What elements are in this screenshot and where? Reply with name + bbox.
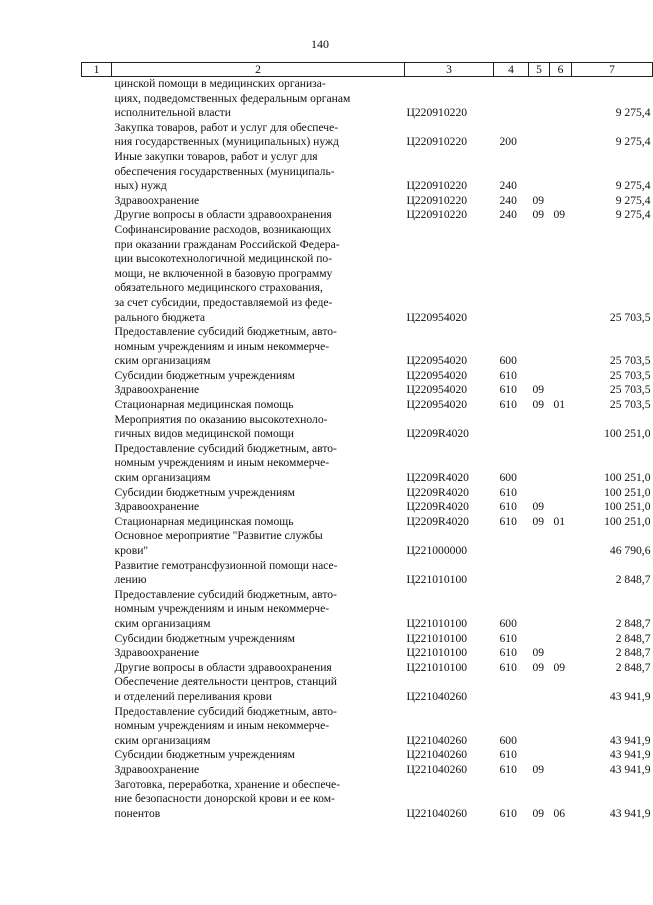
cell-subsection bbox=[550, 150, 572, 194]
cell-number bbox=[82, 77, 112, 121]
column-header-5: 5 bbox=[529, 63, 550, 77]
cell-number bbox=[82, 632, 112, 647]
table-row bbox=[82, 500, 653, 515]
cell-section bbox=[529, 588, 550, 632]
cell-subsection bbox=[550, 748, 572, 763]
cell-target-code: Ц221040260 bbox=[406, 762, 468, 776]
column-header-7: 7 bbox=[572, 63, 653, 77]
cell-target-code: Ц221040260 bbox=[406, 733, 468, 747]
cell-amount: 2 848,7 bbox=[615, 573, 651, 587]
cell-expense-type: 610 bbox=[499, 500, 517, 514]
column-header-4: 4 bbox=[494, 63, 529, 77]
cell-amount: 43 941,9 bbox=[609, 733, 651, 747]
table-row bbox=[82, 646, 653, 661]
table-row bbox=[82, 705, 653, 749]
cell-target-code: Ц221010100 bbox=[406, 616, 468, 630]
cell-amount: 2 848,7 bbox=[615, 660, 651, 674]
cell-subsection bbox=[550, 121, 572, 150]
table-row bbox=[82, 529, 653, 558]
cell-subsection: 06 bbox=[553, 806, 566, 820]
cell-item-name: Здравоохранение bbox=[114, 500, 200, 514]
cell-number bbox=[82, 515, 112, 530]
cell-target-code: Ц2209R4020 bbox=[406, 471, 469, 485]
cell-item-name: Здравоохранение bbox=[114, 646, 200, 660]
table-row bbox=[82, 194, 653, 209]
cell-section bbox=[529, 121, 550, 150]
cell-target-code: Ц220954020 bbox=[406, 310, 468, 324]
cell-section: 09 bbox=[532, 660, 545, 674]
cell-amount: 25 703,5 bbox=[609, 368, 651, 382]
cell-item-name: Предоставление субсидий бюджетным, авто- номным учреждениям и иным некоммерче- ским организациям bbox=[114, 325, 337, 368]
cell-expense-type: 610 bbox=[499, 646, 517, 660]
table-row bbox=[82, 325, 653, 369]
table-row bbox=[82, 383, 653, 398]
cell-item-name: Стационарная медицинская помощь bbox=[114, 514, 294, 528]
table-row bbox=[82, 398, 653, 413]
cell-expense-type: 600 bbox=[499, 354, 517, 368]
cell-section bbox=[529, 705, 550, 749]
cell-target-code: Ц220954020 bbox=[406, 368, 468, 382]
cell-target-code: Ц220954020 bbox=[406, 398, 468, 412]
table-row bbox=[82, 661, 653, 676]
cell-item-name: Субсидии бюджетным учреждениям bbox=[114, 748, 295, 762]
cell-expense-type: 610 bbox=[499, 514, 517, 528]
table-row bbox=[82, 515, 653, 530]
cell-section bbox=[529, 325, 550, 369]
cell-amount: 100 251,0 bbox=[604, 500, 651, 514]
cell-section: 09 bbox=[532, 762, 545, 776]
cell-subsection bbox=[550, 383, 572, 398]
cell-subsection bbox=[550, 413, 572, 442]
cell-number bbox=[82, 223, 112, 325]
cell-expense-type: 610 bbox=[499, 368, 517, 382]
cell-subsection: 09 bbox=[553, 660, 566, 674]
cell-amount: 100 251,0 bbox=[604, 485, 651, 499]
cell-expense-type bbox=[494, 559, 529, 588]
cell-section bbox=[529, 748, 550, 763]
cell-subsection bbox=[550, 705, 572, 749]
cell-section bbox=[529, 150, 550, 194]
table-row bbox=[82, 442, 653, 486]
cell-expense-type: 610 bbox=[499, 806, 517, 820]
table-row bbox=[82, 486, 653, 501]
cell-subsection bbox=[550, 194, 572, 209]
cell-amount: 2 848,7 bbox=[615, 616, 651, 630]
cell-item-name: Предоставление субсидий бюджетным, авто- номным учреждениям и иным некоммерче- ским организациям bbox=[114, 441, 337, 485]
cell-subsection bbox=[550, 325, 572, 369]
cell-subsection bbox=[550, 223, 572, 325]
cell-target-code: Ц2209R4020 bbox=[406, 500, 469, 514]
cell-number bbox=[82, 588, 112, 632]
cell-amount: 2 848,7 bbox=[615, 646, 651, 660]
table-row bbox=[82, 632, 653, 647]
cell-amount: 9 275,4 bbox=[615, 179, 651, 193]
cell-number bbox=[82, 500, 112, 515]
cell-section: 09 bbox=[532, 208, 545, 222]
cell-section bbox=[529, 77, 550, 121]
cell-target-code: Ц2209R4020 bbox=[406, 427, 469, 441]
cell-item-name: Иные закупки товаров, работ и услуг для обеспечения государственных (муниципаль- ных) нужд bbox=[114, 149, 335, 193]
cell-item-name: Субсидии бюджетным учреждениям bbox=[114, 485, 295, 499]
cell-number bbox=[82, 646, 112, 661]
cell-target-code: Ц220954020 bbox=[406, 354, 468, 368]
cell-amount: 25 703,5 bbox=[609, 310, 651, 324]
cell-expense-type: 610 bbox=[499, 660, 517, 674]
column-header-2: 2 bbox=[112, 63, 405, 77]
cell-number bbox=[82, 486, 112, 501]
cell-amount: 25 703,5 bbox=[609, 354, 651, 368]
table-row bbox=[82, 778, 653, 822]
cell-number bbox=[82, 763, 112, 778]
cell-number bbox=[82, 661, 112, 676]
cell-expense-type: 600 bbox=[499, 616, 517, 630]
cell-subsection bbox=[550, 675, 572, 704]
cell-number bbox=[82, 194, 112, 209]
cell-subsection bbox=[550, 369, 572, 384]
cell-number bbox=[82, 369, 112, 384]
cell-subsection bbox=[550, 632, 572, 647]
cell-number bbox=[82, 675, 112, 704]
cell-target-code: Ц220910220 bbox=[406, 135, 468, 149]
cell-number bbox=[82, 778, 112, 822]
table-row bbox=[82, 588, 653, 632]
cell-number bbox=[82, 559, 112, 588]
cell-target-code: Ц220954020 bbox=[406, 383, 468, 397]
cell-expense-type: 610 bbox=[499, 762, 517, 776]
cell-item-name: Предоставление субсидий бюджетным, авто- номным учреждениям и иным некоммерче- ским организациям bbox=[114, 587, 337, 630]
cell-amount: 9 275,4 bbox=[615, 135, 651, 149]
cell-expense-type: 240 bbox=[499, 208, 517, 222]
cell-amount: 100 251,0 bbox=[604, 514, 651, 528]
cell-subsection bbox=[550, 77, 572, 121]
cell-expense-type bbox=[494, 413, 529, 442]
table-row bbox=[82, 413, 653, 442]
cell-expense-type: 610 bbox=[499, 383, 517, 397]
cell-number bbox=[82, 529, 112, 558]
cell-subsection: 09 bbox=[553, 208, 566, 222]
cell-section: 09 bbox=[532, 646, 545, 660]
cell-target-code: Ц221000000 bbox=[406, 544, 468, 557]
table-row bbox=[82, 748, 653, 763]
cell-item-name: Здравоохранение bbox=[114, 193, 200, 207]
cell-expense-type: 600 bbox=[499, 471, 517, 485]
cell-section bbox=[529, 369, 550, 384]
column-number-header-row bbox=[82, 63, 653, 77]
cell-item-name: Здравоохранение bbox=[114, 762, 200, 776]
cell-amount: 25 703,5 bbox=[609, 398, 651, 412]
cell-number bbox=[82, 383, 112, 398]
cell-amount: 9 275,4 bbox=[615, 193, 651, 207]
cell-target-code: Ц221010100 bbox=[406, 646, 468, 660]
cell-amount: 43 941,9 bbox=[609, 689, 651, 703]
cell-section bbox=[529, 529, 550, 558]
cell-item-name: Развитие гемотрансфузионной помощи насе- лению bbox=[114, 558, 338, 587]
cell-subsection bbox=[550, 442, 572, 486]
cell-item-name: Основное мероприятие "Развитие службы крови" bbox=[114, 529, 323, 557]
cell-target-code: Ц220910220 bbox=[406, 193, 468, 207]
table-row bbox=[82, 223, 653, 325]
cell-section bbox=[529, 442, 550, 486]
cell-item-name: Софинансирование расходов, возникающих при оказании гражданам Российской Федера- ции высокотехнологичной медицинской по- мощи, не включенной в базовую программу обязательного медицинского страхования, за счет субсидии, предоставляемой из феде- рального бюджета bbox=[114, 222, 340, 324]
cell-item-name: Другие вопросы в области здравоохранения bbox=[114, 660, 332, 674]
cell-amount: 9 275,4 bbox=[615, 208, 651, 222]
cell-section: 09 bbox=[532, 806, 545, 820]
cell-target-code: Ц221040260 bbox=[406, 689, 468, 703]
column-header-6: 6 bbox=[550, 63, 572, 77]
cell-item-name: Стационарная медицинская помощь bbox=[114, 398, 294, 412]
cell-subsection bbox=[550, 559, 572, 588]
cell-subsection bbox=[550, 500, 572, 515]
cell-amount: 43 941,9 bbox=[609, 806, 651, 820]
cell-section: 09 bbox=[532, 398, 545, 412]
cell-subsection bbox=[550, 529, 572, 558]
cell-target-code: Ц221040260 bbox=[406, 806, 468, 820]
cell-section bbox=[529, 632, 550, 647]
page-number: 140 bbox=[311, 37, 329, 51]
cell-amount: 43 941,9 bbox=[609, 748, 651, 762]
cell-expense-type: 240 bbox=[499, 179, 517, 193]
cell-amount: 9 275,4 bbox=[615, 106, 651, 120]
cell-amount: 100 251,0 bbox=[604, 471, 651, 485]
cell-subsection: 01 bbox=[553, 514, 566, 528]
cell-section: 09 bbox=[532, 500, 545, 514]
cell-number bbox=[82, 208, 112, 223]
cell-number bbox=[82, 413, 112, 442]
table-row bbox=[82, 121, 653, 150]
cell-section: 09 bbox=[532, 383, 545, 397]
cell-item-name: Субсидии бюджетным учреждениям bbox=[114, 368, 295, 382]
table-row bbox=[82, 675, 653, 704]
cell-number bbox=[82, 325, 112, 369]
table-row bbox=[82, 763, 653, 778]
cell-section bbox=[529, 486, 550, 501]
cell-target-code: Ц221040260 bbox=[406, 748, 468, 762]
cell-expense-type: 610 bbox=[499, 485, 517, 499]
cell-amount: 25 703,5 bbox=[609, 383, 651, 397]
cell-number bbox=[82, 705, 112, 749]
cell-target-code: Ц2209R4020 bbox=[406, 485, 469, 499]
cell-section bbox=[529, 223, 550, 325]
cell-target-code: Ц220910220 bbox=[406, 208, 468, 222]
cell-section bbox=[529, 675, 550, 704]
cell-subsection bbox=[550, 588, 572, 632]
cell-expense-type bbox=[494, 223, 529, 325]
cell-amount: 2 848,7 bbox=[615, 631, 651, 645]
cell-number bbox=[82, 121, 112, 150]
cell-target-code: Ц221010100 bbox=[406, 631, 468, 645]
cell-number bbox=[82, 748, 112, 763]
cell-target-code: Ц221010100 bbox=[406, 573, 468, 587]
cell-item-name: Обеспечение деятельности центров, станций и отделений переливания крови bbox=[114, 675, 337, 703]
cell-target-code: Ц221010100 bbox=[406, 660, 468, 674]
cell-number bbox=[82, 150, 112, 194]
cell-amount: 43 941,9 bbox=[609, 762, 651, 776]
cell-subsection bbox=[550, 486, 572, 501]
cell-amount: 46 790,6 bbox=[609, 544, 651, 557]
cell-number bbox=[82, 442, 112, 486]
cell-item-name: Здравоохранение bbox=[114, 383, 200, 397]
cell-expense-type bbox=[494, 529, 529, 558]
cell-item-name: Другие вопросы в области здравоохранения bbox=[114, 208, 332, 222]
cell-item-name: Субсидии бюджетным учреждениям bbox=[114, 631, 295, 645]
cell-number bbox=[82, 398, 112, 413]
cell-subsection bbox=[550, 646, 572, 661]
column-header-3: 3 bbox=[405, 63, 494, 77]
table-row bbox=[82, 369, 653, 384]
cell-target-code: Ц220910220 bbox=[406, 179, 468, 193]
cell-expense-type: 240 bbox=[499, 193, 517, 207]
cell-section bbox=[529, 559, 550, 588]
cell-expense-type: 600 bbox=[499, 733, 517, 747]
cell-section bbox=[529, 413, 550, 442]
cell-expense-type: 610 bbox=[499, 398, 517, 412]
cell-item-name: Предоставление субсидий бюджетным, авто- номным учреждениям и иным некоммерче- ским организациям bbox=[114, 704, 337, 747]
cell-target-code: Ц2209R4020 bbox=[406, 514, 469, 528]
table-row bbox=[82, 150, 653, 194]
cell-target-code: Ц220910220 bbox=[406, 106, 468, 120]
cell-section: 09 bbox=[532, 514, 545, 528]
cell-item-name: Закупка товаров, работ и услуг для обеспече- ния государственных (муниципальных) нужд bbox=[114, 120, 339, 149]
cell-subsection: 01 bbox=[553, 398, 566, 412]
cell-expense-type bbox=[494, 675, 529, 704]
table-row bbox=[82, 559, 653, 588]
budget-table bbox=[81, 62, 653, 821]
cell-expense-type: 610 bbox=[499, 748, 517, 762]
cell-amount: 100 251,0 bbox=[604, 427, 651, 441]
cell-item-name: Заготовка, переработка, хранение и обеспече- ние безопасности донорской крови и ее ком- понентов bbox=[114, 777, 341, 820]
column-header-1: 1 bbox=[82, 63, 112, 77]
cell-subsection bbox=[550, 763, 572, 778]
table-row bbox=[82, 77, 653, 121]
cell-item-name: Мероприятия по оказанию высокотехноло- гичных видов медицинской помощи bbox=[114, 412, 328, 441]
table-row bbox=[82, 208, 653, 223]
cell-expense-type: 200 bbox=[499, 135, 517, 149]
cell-expense-type bbox=[494, 77, 529, 121]
cell-section: 09 bbox=[532, 193, 545, 207]
cell-item-name: цинской помощи в медицинских организа- циях, подведомственных федеральным органам исполнительной власти bbox=[114, 77, 351, 120]
cell-expense-type: 610 bbox=[499, 631, 517, 645]
